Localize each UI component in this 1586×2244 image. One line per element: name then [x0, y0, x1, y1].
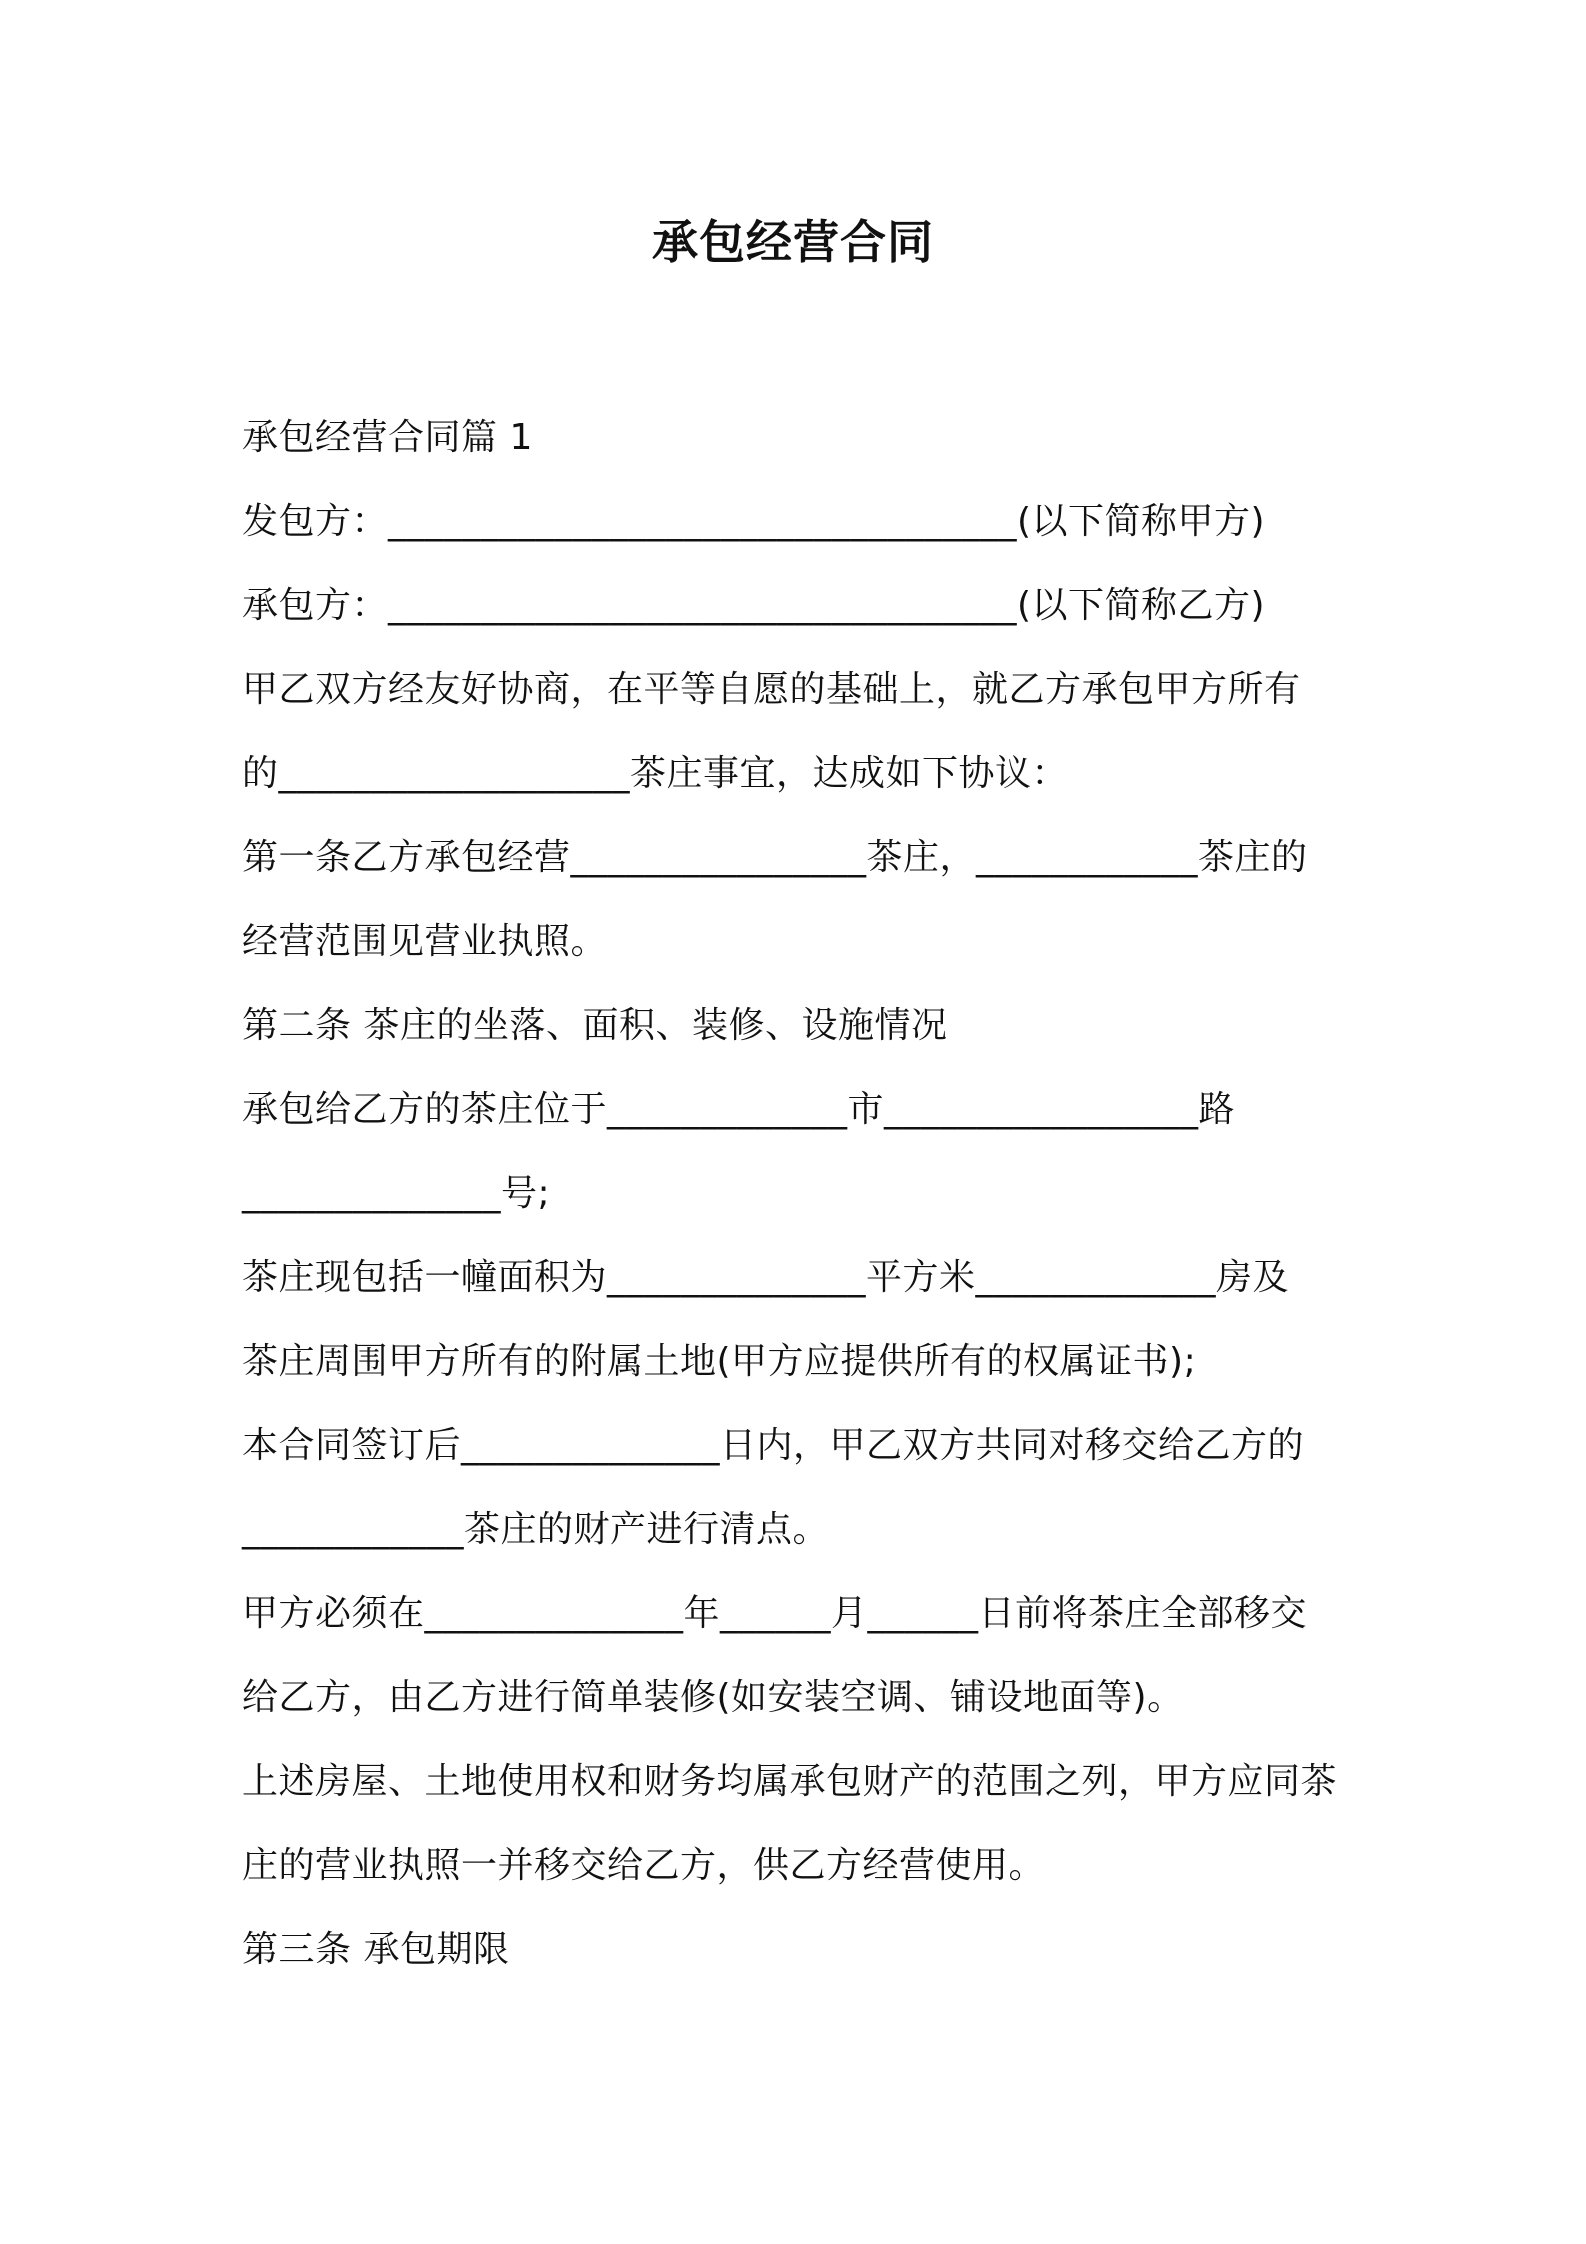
body-line: 经营范围见营业执照。 — [242, 921, 608, 962]
body-line: 甲方必须在______________年______月______日前将茶庄全部移交 — [242, 1593, 1308, 1634]
body-line: 庄的营业执照一并移交给乙方，供乙方经营使用。 — [242, 1845, 1046, 1886]
party-b-line: 承包方：__________________________________(以下简称乙方) — [242, 585, 1266, 626]
body-line: 上述房屋、土地使用权和财务均属承包财产的范围之列，甲方应同茶 — [242, 1761, 1338, 1802]
body-line: 茶庄现包括一幢面积为______________平方米_____________房及 — [242, 1257, 1290, 1298]
section-heading: 承包经营合同篇 1 — [242, 417, 533, 458]
article-3-heading: 第三条 承包期限 — [242, 1929, 510, 1970]
body-line: 给乙方，由乙方进行简单装修(如安装空调、铺设地面等)。 — [242, 1677, 1184, 1718]
body-line: 承包给乙方的茶庄位于_____________市_________________路 — [242, 1089, 1236, 1130]
article-2-heading: 第二条 茶庄的坐落、面积、装修、设施情况 — [242, 1005, 948, 1046]
body-line: ______________号; — [242, 1173, 551, 1214]
article-1-line: 第一条乙方承包经营________________茶庄，____________茶庄的 — [242, 837, 1308, 878]
body-line: 茶庄周围甲方所有的附属土地(甲方应提供所有的权属证书); — [242, 1341, 1197, 1382]
body-line: 本合同签订后______________日内，甲乙双方共同对移交给乙方的 — [242, 1425, 1305, 1466]
document-title: 承包经营合同 — [652, 215, 934, 269]
body-line: 甲乙双方经友好协商，在平等自愿的基础上，就乙方承包甲方所有 — [242, 669, 1301, 710]
body-line: ____________茶庄的财产进行清点。 — [242, 1509, 830, 1550]
body-line: 的___________________茶庄事宜，达成如下协议： — [242, 753, 1069, 794]
party-a-line: 发包方：__________________________________(以下简称甲方) — [242, 501, 1266, 542]
